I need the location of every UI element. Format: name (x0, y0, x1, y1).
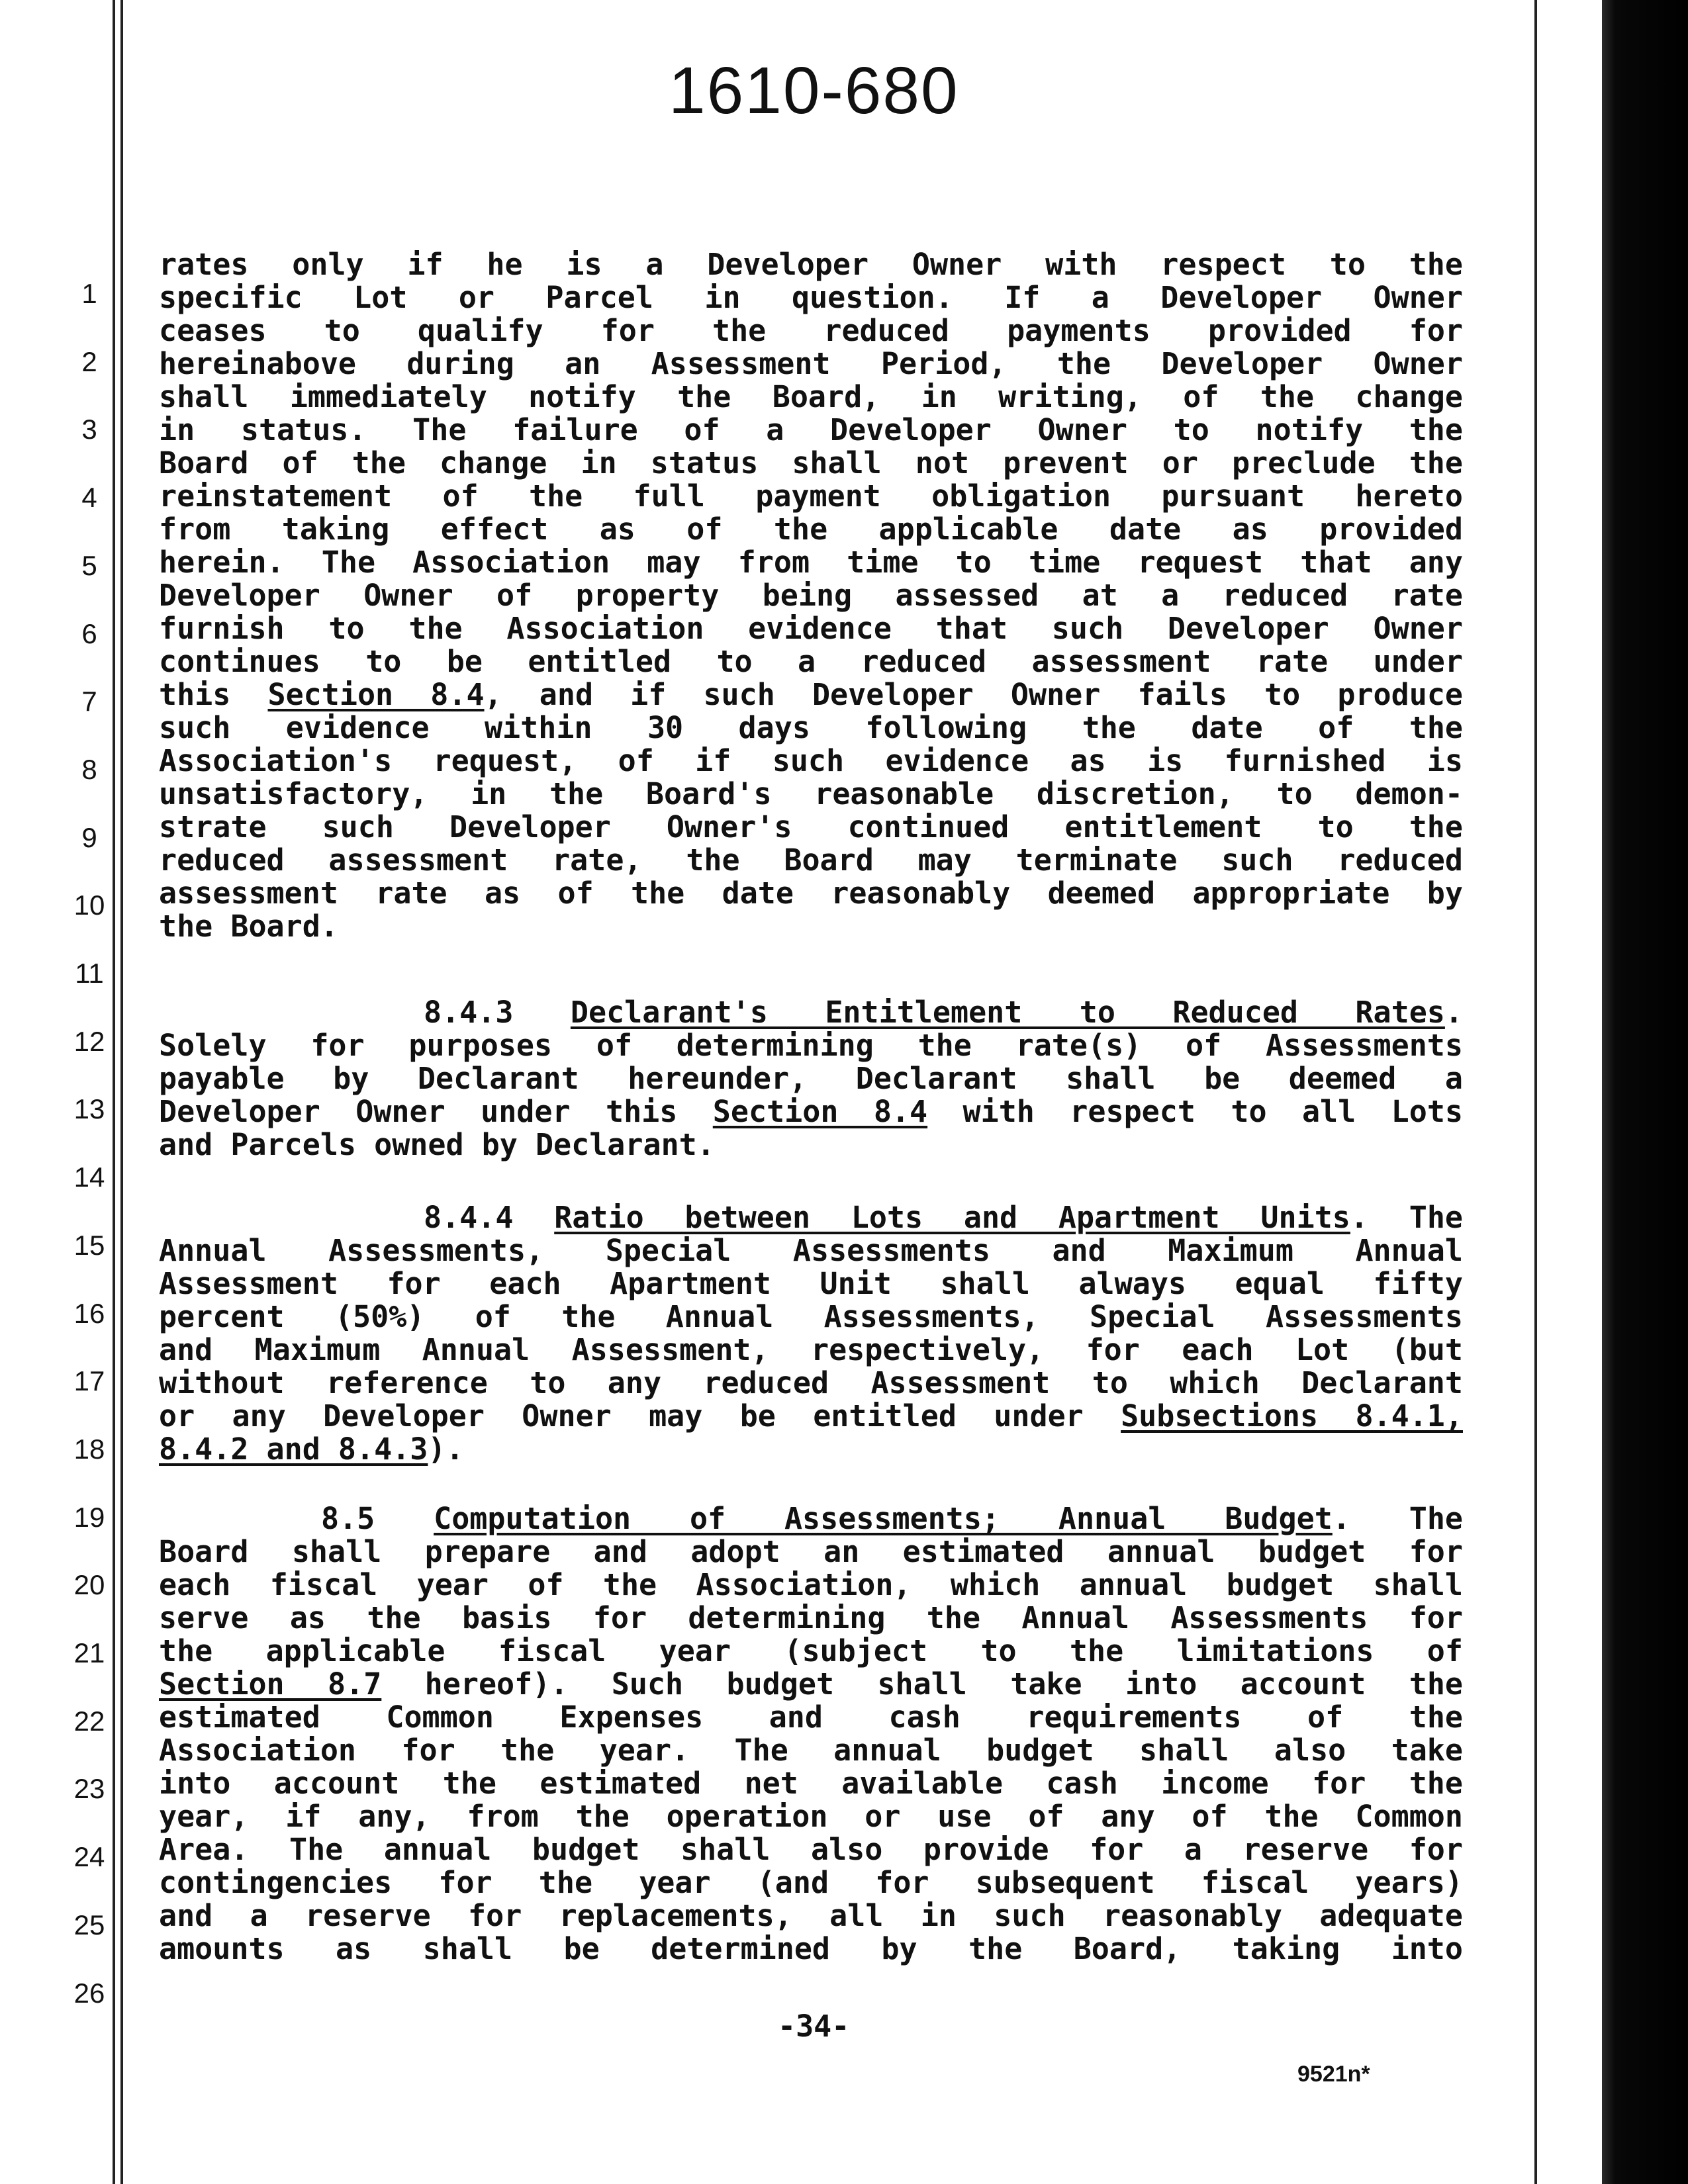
text-line: Area. The annual budget shall also provide for a reserve for (159, 1832, 1463, 1867)
text-line: and a reserve for replacements, all in such reasonably adequate (159, 1898, 1463, 1933)
text-line: payable by Declarant hereunder, Declarant shall be deemed a (159, 1061, 1463, 1096)
line-number: 14 (73, 1161, 105, 1193)
text-line-with-reference (159, 678, 1463, 711)
document-number: 1610-680 (669, 54, 959, 128)
text-line: Association's request, of if such evidence as is furnished is (159, 743, 1463, 778)
text-line: the applicable fiscal year (subject to the limitations of (159, 1633, 1463, 1668)
text-line: each fiscal year of the Association, which annual budget shall (159, 1567, 1463, 1602)
text-line: strate such Developer Owner's continued entitlement to the (159, 809, 1463, 844)
text-line: amounts as shall be determined by the Board, taking into (159, 1931, 1463, 1966)
text-line: reduced assessment rate, the Board may terminate such reduced (159, 842, 1463, 878)
subsections-reference: Subsections 8.4.1, (1121, 1398, 1463, 1433)
text-fragment: ). (428, 1432, 464, 1467)
text-line: Annual Assessments, Special Assessments and Maximum Annual (159, 1233, 1463, 1268)
text-fragment: . The (1332, 1501, 1464, 1536)
text-line: Board of the change in status shall not prevent or preclude the (159, 445, 1463, 480)
text-line: percent (50%) of the Annual Assessments, Special Assessments (159, 1299, 1463, 1334)
text-line: continues to be entitled to a reduced assessment rate under (159, 644, 1463, 679)
section-title: Declarant's Entitlement to Reduced Rates (570, 995, 1445, 1030)
line-number: 18 (73, 1433, 105, 1465)
line-number: 22 (73, 1706, 105, 1737)
text-line: from taking effect as of the applicable date as provided (159, 512, 1463, 547)
line-number: 11 (75, 958, 104, 989)
section-number: 8.5 (321, 1501, 434, 1536)
line-number: 16 (73, 1298, 105, 1329)
text-line-with-reference (159, 1433, 1463, 1466)
text-line: Developer Owner of property being assessed at a reduced rate (159, 578, 1463, 613)
text-fragment: Developer Owner under this (159, 1094, 713, 1129)
text-line: without reference to any reduced Assessment to which Declarant (159, 1365, 1463, 1400)
line-number: 25 (73, 1909, 105, 1940)
text-line-with-reference (159, 1668, 1463, 1701)
line-number: 10 (73, 889, 105, 921)
text-line: herein. The Association may from time to time request that any (159, 545, 1463, 580)
section-number: 8.4.3 (424, 995, 571, 1030)
text-line-with-reference (159, 1095, 1463, 1128)
line-number: 21 (73, 1637, 105, 1668)
line-number: 2 (81, 346, 97, 377)
line-number: 26 (73, 1978, 105, 2009)
text-line: reinstatement of the full payment obligation pursuant hereto (159, 478, 1463, 514)
text-line: specific Lot or Parcel in question. If a Developer Owner (159, 280, 1463, 315)
line-number: 13 (73, 1093, 105, 1124)
text-line: assessment rate as of the date reasonably deemed appropriate by (159, 876, 1463, 911)
text-line: rates only if he is a Developer Owner with respect to the (159, 247, 1463, 282)
line-number: 3 (81, 414, 97, 445)
line-number: 7 (81, 686, 97, 717)
text-fragment: , and if such Developer Owner fails to produce (484, 677, 1464, 712)
text-line: such evidence within 30 days following the date of the (159, 710, 1463, 745)
text-line: ceases to qualify for the reduced payments provided for (159, 313, 1463, 348)
line-number: 6 (81, 618, 97, 649)
section-title: Computation of Assessments; Annual Budget (434, 1501, 1333, 1536)
text-line: contingencies for the year (and for subsequent fiscal years) (159, 1865, 1463, 1900)
text-fragment: . The (1350, 1200, 1464, 1235)
text-line: into account the estimated net available cash income for the (159, 1766, 1463, 1801)
section-8-4-reference: Section 8.4 (267, 677, 485, 712)
text-line: serve as the basis for determining the Annual Assessments for (159, 1600, 1463, 1635)
section-number: 8.4.4 (424, 1200, 555, 1235)
page-number: -34- (778, 2009, 850, 2044)
text-line: furnish to the Association evidence that such Developer Owner (159, 611, 1463, 646)
text-line: Solely for purposes of determining the rate(s) of Assessments (159, 1028, 1463, 1063)
text-fragment: hereof). Such budget shall take into account the (381, 1666, 1463, 1702)
subsections-reference: 8.4.2 and 8.4.3 (159, 1432, 428, 1467)
text-line: Assessment for each Apartment Unit shall always equal fifty (159, 1266, 1463, 1301)
line-number: 9 (81, 822, 97, 853)
line-number: 23 (73, 1773, 105, 1804)
text-fragment: . (1444, 995, 1463, 1030)
line-number: 12 (73, 1026, 105, 1057)
text-line: Board shall prepare and adopt an estimated annual budget for (159, 1534, 1463, 1569)
line-number: 4 (81, 482, 97, 513)
scan-dark-edge (1602, 0, 1688, 2184)
text-line: hereinabove during an Assessment Period, the Developer Owner (159, 346, 1463, 381)
line-number: 19 (73, 1502, 105, 1533)
section-8-7-reference: Section 8.7 (159, 1666, 382, 1702)
line-number: 24 (73, 1841, 105, 1872)
section-title: Ratio between Lots and Apartment Units (554, 1200, 1350, 1235)
text-line: and Parcels owned by Declarant. (159, 1127, 715, 1162)
section-heading (424, 1201, 1463, 1234)
section-heading (424, 996, 1463, 1029)
document-reference-code: 9521n* (1297, 2062, 1370, 2087)
text-line: Association for the year. The annual budget shall also take (159, 1733, 1463, 1768)
line-number: 17 (73, 1365, 105, 1396)
line-number: 8 (81, 754, 97, 785)
line-number: 1 (81, 278, 97, 309)
text-line: in status. The failure of a Developer Owner to notify the (159, 412, 1463, 447)
text-line: estimated Common Expenses and cash requirements of the (159, 1700, 1463, 1735)
text-line: shall immediately notify the Board, in writing, of the change (159, 379, 1463, 414)
text-fragment: or any Developer Owner may be entitled under (159, 1398, 1121, 1433)
line-number: 15 (73, 1230, 105, 1261)
text-line: year, if any, from the operation or use of any of the Common (159, 1799, 1463, 1834)
text-line-with-reference (159, 1400, 1463, 1433)
section-8-4-reference: Section 8.4 (712, 1094, 928, 1129)
text-line: unsatisfactory, in the Board's reasonable discretion, to demon- (159, 776, 1463, 811)
text-fragment: with respect to all Lots (927, 1094, 1464, 1129)
text-line: and Maximum Annual Assessment, respectively, for each Lot (but (159, 1332, 1463, 1367)
section-heading (321, 1502, 1463, 1535)
text-fragment: this (159, 677, 268, 712)
line-number: 5 (81, 550, 97, 581)
margin-rule-right (1534, 0, 1537, 2184)
text-line: the Board. (159, 909, 338, 944)
line-number: 20 (73, 1569, 105, 1600)
margin-rule-inner (120, 0, 123, 2184)
